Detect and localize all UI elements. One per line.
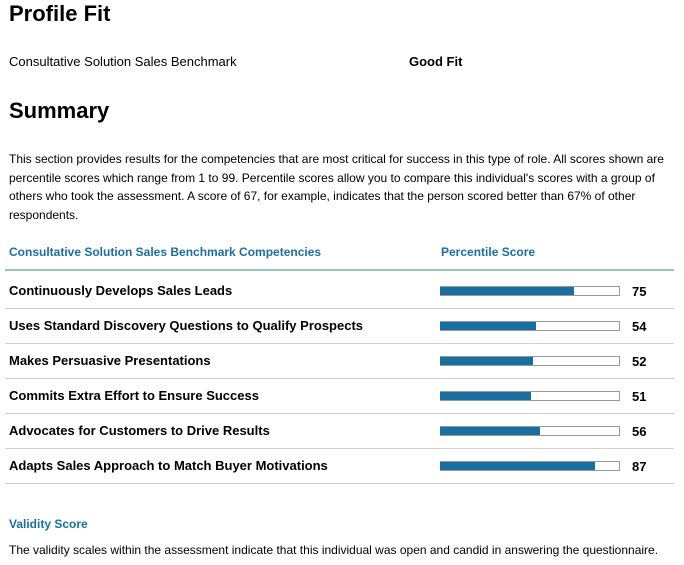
validity-text: The validity scales within the assessment indicate that this individual was open and candid in answering the questionnaire.: [9, 543, 659, 557]
page-title: Profile Fit: [9, 1, 111, 26]
percentile-score: 52: [632, 354, 647, 369]
percentile-score: 54: [632, 319, 647, 334]
score-bar-track: [440, 391, 620, 401]
table-row: [5, 413, 674, 449]
competencies-column-header: Consultative Solution Sales Benchmark Competencies: [9, 245, 322, 259]
competency-label: Commits Extra Effort to Ensure Success: [9, 388, 259, 403]
table-row: [5, 378, 674, 414]
percentile-score: 56: [632, 424, 647, 439]
competency-label: Makes Persuasive Presentations: [9, 353, 211, 368]
fit-result: Good Fit: [409, 54, 463, 69]
score-bar-fill: [440, 392, 531, 400]
summary-text: This section provides results for the competencies that are most critical for success in this type of role. All scores shown are percentile scores which range from 1 to 99. Percentile scores allow you to compare this individual's scores with a group of others who took the assessment. A score of 67, for example, indicates that the person scored better than 67% of other respondents.: [9, 152, 664, 222]
table-row: [5, 273, 674, 309]
score-bar-fill: [440, 462, 595, 470]
score-bar-track: [440, 321, 620, 331]
benchmark-name: Consultative Solution Sales Benchmark: [9, 54, 237, 69]
competency-label: Continuously Develops Sales Leads: [9, 283, 233, 298]
table-row: [5, 343, 674, 379]
score-bar-track: [440, 286, 620, 296]
percentile-score: 87: [632, 459, 647, 474]
competency-label: Adapts Sales Approach to Match Buyer Motivations: [9, 458, 328, 473]
score-bar-fill: [440, 357, 533, 365]
score-bar-track: [440, 356, 620, 366]
percentile-score: 51: [632, 389, 647, 404]
summary-title: Summary: [9, 98, 110, 123]
score-bar-track: [440, 461, 620, 471]
competency-label: Advocates for Customers to Drive Results: [9, 423, 270, 438]
score-bar-fill: [440, 322, 536, 330]
score-bar-track: [440, 426, 620, 436]
percentile-score-column-header: Percentile Score: [441, 245, 536, 259]
score-bar-fill: [440, 287, 574, 295]
score-bar-fill: [440, 427, 540, 435]
validity-title: Validity Score: [9, 517, 88, 531]
table-row: [5, 448, 674, 484]
percentile-score: 75: [632, 284, 647, 299]
competency-label: Uses Standard Discovery Questions to Qualify Prospects: [9, 318, 364, 333]
table-row: [5, 308, 674, 344]
table-header-divider: [5, 269, 674, 271]
